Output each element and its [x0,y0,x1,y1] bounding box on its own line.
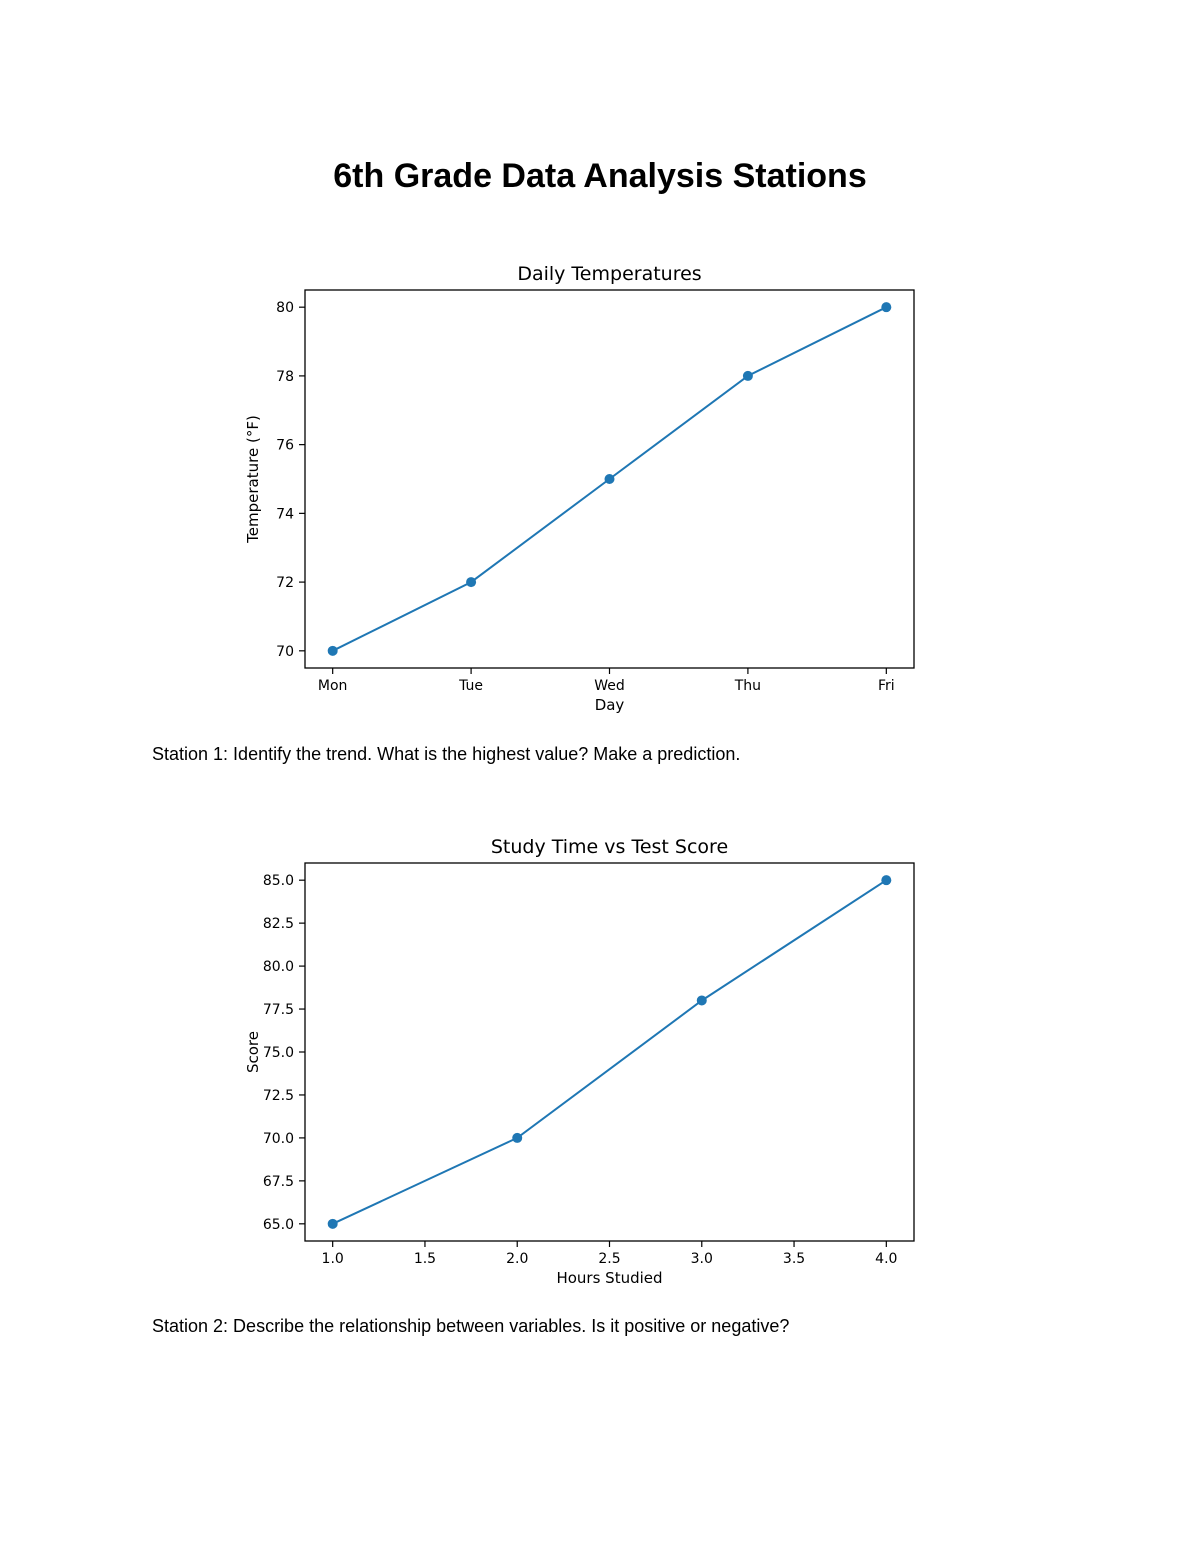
x-tick-label: 2.0 [506,1251,529,1267]
data-point [328,1219,338,1229]
data-point [466,577,476,587]
y-tick-label: 70 [276,643,294,660]
data-point [328,646,338,656]
station-1-prompt: Station 1: Identify the trend. What is the highest value? Make a prediction. [152,744,741,764]
x-tick-label: 4.0 [875,1251,898,1267]
y-tick-label: 80.0 [262,959,294,976]
y-tick-label: 67.5 [262,1173,294,1190]
data-point [697,995,707,1005]
data-point [512,1133,522,1143]
y-tick-label: 70.0 [262,1130,294,1147]
y-tick-label: 77.5 [262,1002,294,1019]
y-tick-label: 80 [276,300,294,317]
series-line [333,880,887,1224]
y-tick-label: 72.5 [262,1087,294,1104]
study-score-chart [200,828,960,1298]
y-tick-label: 82.5 [262,916,294,933]
data-point [743,371,753,381]
x-tick-label: Wed [594,678,625,694]
y-tick-label: 78 [276,368,294,385]
y-tick-label: 65.0 [262,1216,294,1233]
y-tick-label: 72 [276,575,294,592]
data-point [881,875,891,885]
station-2-prompt: Station 2: Describe the relationship between variables. Is it positive or negative? [152,1316,790,1336]
x-tick-label: 1.5 [413,1251,437,1267]
temperature-chart [200,255,960,725]
plot-area-frame [305,863,914,1241]
y-tick-label: 76 [276,437,294,454]
y-axis-label: Temperature (°F) [244,415,262,543]
x-tick-label: Mon [317,678,348,694]
x-axis-label: Hours Studied [556,1269,663,1287]
data-point [881,302,891,312]
chart-title: Study Time vs Test Score [490,836,729,858]
x-tick-label: Tue [459,678,484,694]
x-tick-label: 1.0 [321,1251,344,1267]
y-axis-label: Score [244,1030,262,1074]
x-tick-label: 2.5 [598,1251,621,1267]
x-tick-label: 3.5 [782,1251,806,1267]
x-tick-label: 3.0 [690,1251,713,1267]
y-tick-label: 85.0 [262,873,294,890]
data-point [605,474,615,484]
page-title: 6th Grade Data Analysis Stations [333,157,867,195]
y-tick-label: 75.0 [262,1045,294,1061]
x-tick-label: Fri [877,678,895,694]
y-tick-label: 74 [276,506,294,523]
x-axis-label: Day [594,696,625,714]
x-tick-label: Thu [734,678,762,694]
chart-title: Daily Temperatures [517,263,702,285]
